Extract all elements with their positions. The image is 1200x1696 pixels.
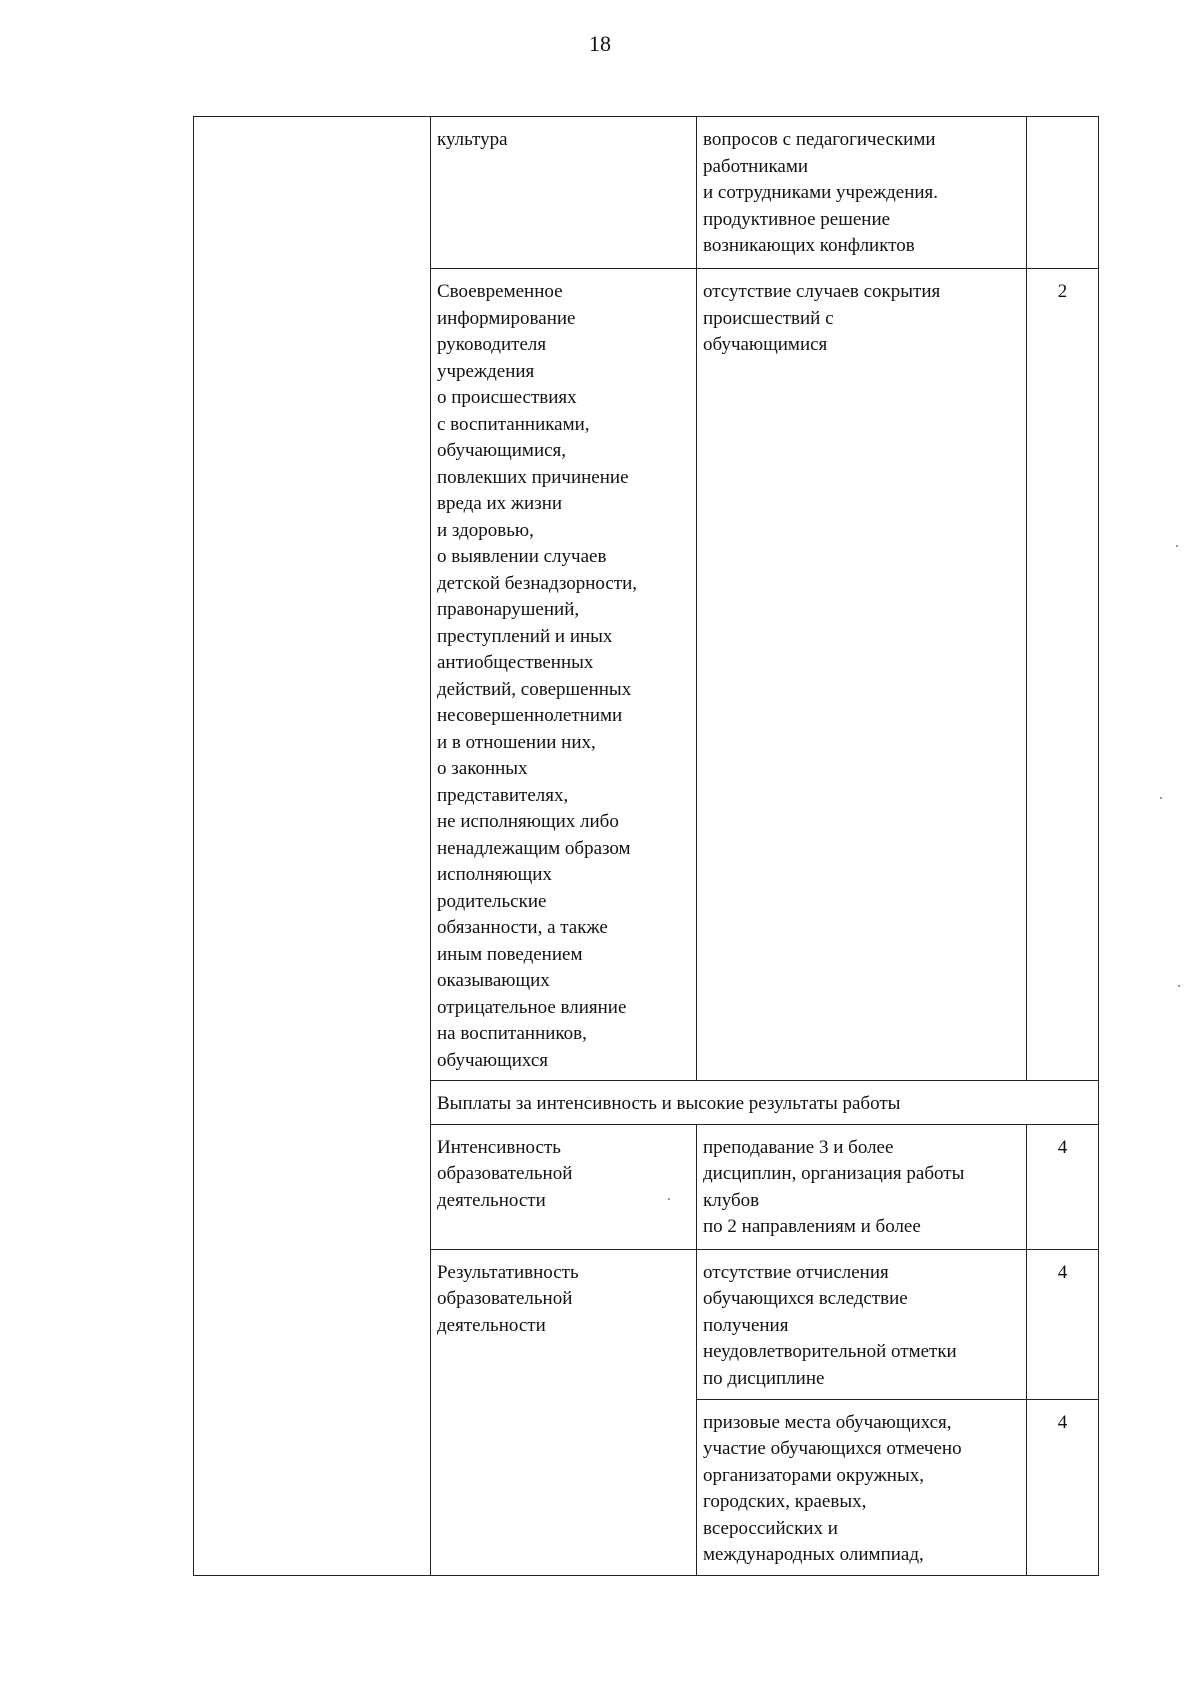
indicator-text: преподавание 3 и более дисциплин, организация работы клубов по 2 направлениям и более [703, 1136, 965, 1237]
criterion-cell [431, 117, 697, 269]
criterion-text: культура [437, 129, 508, 150]
indicator-text: отсутствие отчисления обучающихся вследствие получения неудовлетворительной отметки по дисциплине [703, 1261, 957, 1389]
criteria-table [193, 116, 1099, 1576]
scan-speck [1160, 797, 1162, 799]
points-value: 4 [1057, 1261, 1068, 1283]
points-value: 4 [1057, 1136, 1068, 1158]
table-row [194, 117, 1099, 269]
criterion-cell [431, 1249, 697, 1575]
criterion-text: Своевременное информирование руководителя учреждения о происшествиях с воспитанниками, обучающимися, повлекших причинение вреда их жизни и здоровью, о выявлении случаев детской безнадзорности, правонарушений, преступлений и иных антиобщественных действий, совершенных несовершеннолетними и в отношении них, о законных представителях, не исполняющих либо ненадлежащим образом исполняющих родительские обязанности, а также иным поведением оказывающих отрицательное влияние на воспитанников, обучающихся [437, 281, 638, 1071]
scan-speck [1176, 545, 1178, 547]
section-title: Выплаты за интенсивность и высокие результаты работы [437, 1093, 901, 1114]
indicator-cell [697, 1399, 1027, 1575]
points-value: 4 [1057, 1411, 1068, 1433]
page-number: 18 [589, 31, 611, 56]
points-cell [1027, 1399, 1099, 1575]
criterion-text: Интенсивность образовательной деятельности [437, 1136, 573, 1211]
criterion-text: Результативность образовательной деятельности [437, 1261, 579, 1336]
indicator-text: вопросов с педагогическими работниками и сотрудниками учреждения. продуктивное решение возникающих конфликтов [703, 129, 939, 256]
points-cell [1027, 117, 1099, 269]
criterion-cell [431, 269, 697, 1081]
points-cell [1027, 1124, 1099, 1249]
indicator-cell [697, 1124, 1027, 1249]
points-value: 2 [1057, 281, 1068, 302]
scan-speck [668, 1198, 670, 1200]
indicator-cell [697, 117, 1027, 269]
points-cell [1027, 1249, 1099, 1399]
indicator-cell [697, 269, 1027, 1081]
criterion-cell [431, 1124, 697, 1249]
section-title-cell [431, 1081, 1099, 1125]
indicator-text: призовые места обучающихся, участие обучающихся отмечено организаторами окружных, городских, краевых, всероссийских и международных олимпиад, [703, 1411, 962, 1565]
points-cell [1027, 269, 1099, 1081]
indicator-cell [697, 1249, 1027, 1399]
scan-speck [1178, 985, 1180, 987]
position-column-cell [194, 117, 431, 1576]
indicator-text: отсутствие случаев сокрытия происшествий с обучающимися [703, 281, 941, 355]
